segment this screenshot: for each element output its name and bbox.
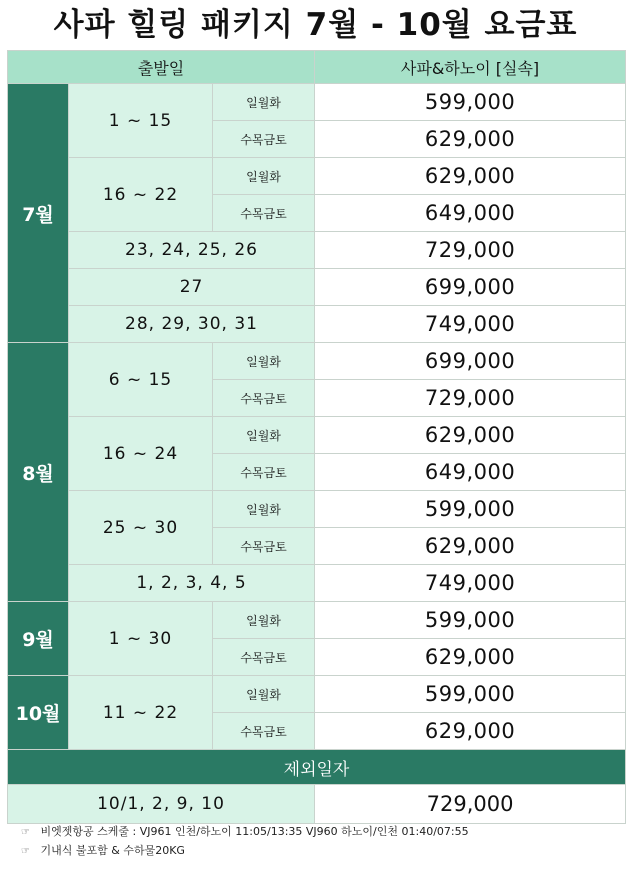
price-cell: 599,000 — [315, 676, 626, 713]
departure-dates: 23, 24, 25, 26 — [69, 232, 315, 269]
notes-section — [7, 822, 625, 860]
departure-dates: 16 ~ 22 — [69, 158, 213, 232]
price-cell: 749,000 — [315, 306, 626, 343]
month-label: 8월 — [8, 343, 69, 602]
weekday-label: 일월화 — [213, 602, 315, 639]
price-table — [7, 50, 626, 824]
price-cell: 629,000 — [315, 639, 626, 676]
table-row — [8, 232, 626, 269]
exclusion-dates: 10/1, 2, 9, 10 — [8, 785, 315, 824]
table-row — [8, 491, 626, 528]
header-departure-date: 출발일 — [8, 51, 315, 84]
price-cell: 599,000 — [315, 84, 626, 121]
note-flight-schedule — [7, 822, 625, 841]
departure-dates: 28, 29, 30, 31 — [69, 306, 315, 343]
price-cell: 699,000 — [315, 269, 626, 306]
price-cell: 649,000 — [315, 454, 626, 491]
month-label: 10월 — [8, 676, 69, 750]
note-text: 기내식 불포함 & 수하물20KG — [40, 844, 185, 857]
price-cell: 629,000 — [315, 417, 626, 454]
departure-dates: 16 ~ 24 — [69, 417, 213, 491]
price-cell: 629,000 — [315, 121, 626, 158]
month-label: 9월 — [8, 602, 69, 676]
weekday-label: 일월화 — [213, 417, 315, 454]
weekend-label: 수목금토 — [213, 121, 315, 158]
weekday-label: 일월화 — [213, 84, 315, 121]
table-row — [8, 565, 626, 602]
price-cell: 629,000 — [315, 713, 626, 750]
weekend-label: 수목금토 — [213, 454, 315, 491]
price-cell: 649,000 — [315, 195, 626, 232]
price-cell: 599,000 — [315, 602, 626, 639]
departure-dates: 11 ~ 22 — [69, 676, 213, 750]
pointing-hand-icon: ☞ — [21, 827, 30, 838]
page-title: 사파 힐링 패키지 7월 - 10월 요금표 — [53, 7, 578, 43]
pointing-hand-icon: ☞ — [21, 846, 30, 857]
weekend-label: 수목금토 — [213, 195, 315, 232]
departure-dates: 6 ~ 15 — [69, 343, 213, 417]
exclusion-header: 제외일자 — [8, 750, 626, 785]
weekend-label: 수목금토 — [213, 713, 315, 750]
table-row — [8, 417, 626, 454]
price-cell: 729,000 — [315, 232, 626, 269]
weekend-label: 수목금토 — [213, 639, 315, 676]
exclusion-header-row — [8, 750, 626, 785]
departure-dates: 1 ~ 15 — [69, 84, 213, 158]
table-row — [8, 269, 626, 306]
price-cell: 699,000 — [315, 343, 626, 380]
departure-dates: 27 — [69, 269, 315, 306]
price-cell: 599,000 — [315, 491, 626, 528]
table-row — [8, 343, 626, 380]
price-cell: 629,000 — [315, 528, 626, 565]
departure-dates: 1, 2, 3, 4, 5 — [69, 565, 315, 602]
weekend-label: 수목금토 — [213, 528, 315, 565]
weekday-label: 일월화 — [213, 676, 315, 713]
header-price-column: 사파&하노이 [실속] — [315, 51, 626, 84]
price-cell: 729,000 — [315, 380, 626, 417]
price-cell: 749,000 — [315, 565, 626, 602]
table-row — [8, 158, 626, 195]
table-row — [8, 602, 626, 639]
exclusion-price: 729,000 — [315, 785, 626, 824]
note-text: 비엣젯항공 스케줄 : VJ961 인천/하노이 11:05/13:35 VJ960 하노이/인천 01:40/07:55 — [40, 825, 469, 838]
table-row — [8, 676, 626, 713]
note-baggage — [7, 841, 625, 860]
month-label: 7월 — [8, 84, 69, 343]
weekday-label: 일월화 — [213, 158, 315, 195]
table-row — [8, 84, 626, 121]
exclusion-row — [8, 785, 626, 824]
departure-dates: 1 ~ 30 — [69, 602, 213, 676]
weekend-label: 수목금토 — [213, 380, 315, 417]
weekday-label: 일월화 — [213, 343, 315, 380]
table-row — [8, 306, 626, 343]
weekday-label: 일월화 — [213, 491, 315, 528]
departure-dates: 25 ~ 30 — [69, 491, 213, 565]
price-cell: 629,000 — [315, 158, 626, 195]
